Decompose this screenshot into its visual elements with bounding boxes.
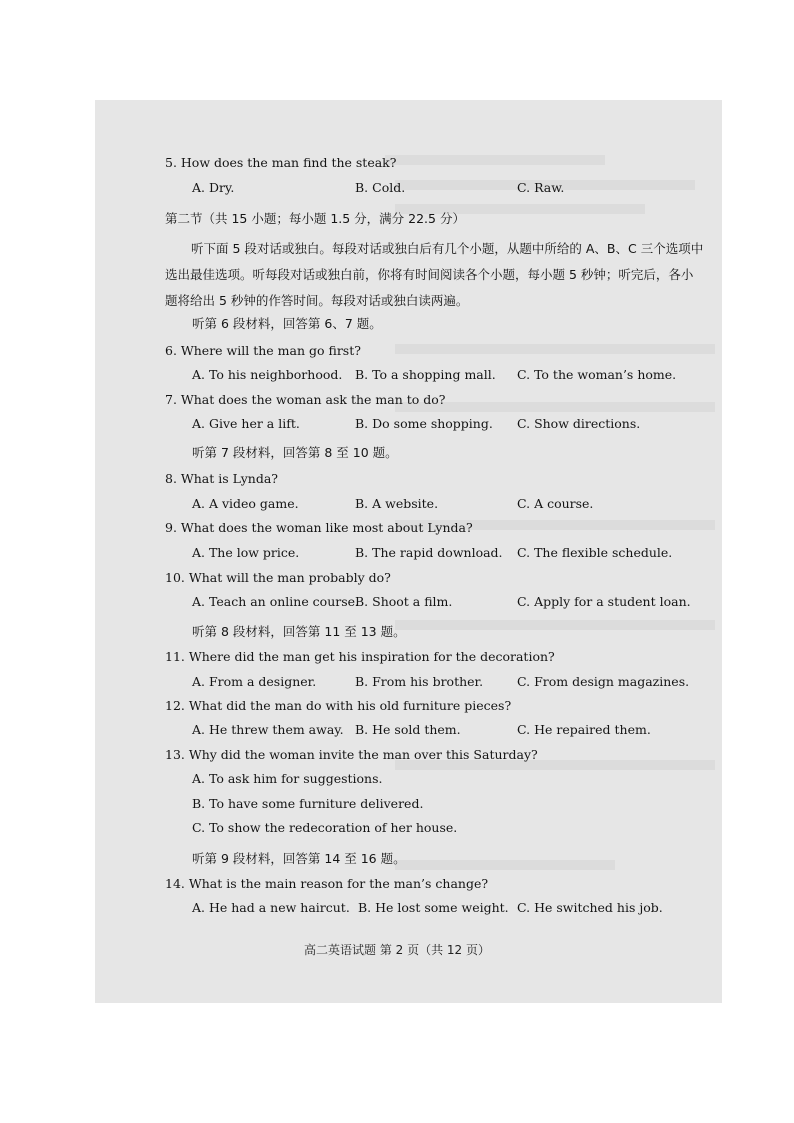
option-8b: B. A website. (355, 496, 439, 511)
option-6a: A. To his neighborhood. (192, 367, 343, 382)
question-10: 10. What will the man probably do? (165, 570, 391, 585)
bleed-through-line (395, 860, 615, 870)
option-14b: B. He lost some weight. (358, 900, 509, 915)
material-8-intro: 听第 8 段材料，回答第 11 至 13 题。 (192, 624, 406, 639)
question-9: 9. What does the woman like most about Lynda? (165, 520, 473, 535)
option-6b: B. To a shopping mall. (355, 367, 496, 382)
option-9b: B. The rapid download. (355, 545, 503, 560)
option-12b: B. He sold them. (355, 722, 461, 737)
option-5b: B. Cold. (355, 180, 406, 195)
option-13b: B. To have some furniture delivered. (192, 796, 424, 811)
option-5c: C. Raw. (517, 180, 565, 195)
option-10a: A. Teach an online course. (192, 594, 360, 609)
option-12a: A. He threw them away. (192, 722, 344, 737)
option-12c: C. He repaired them. (517, 722, 651, 737)
option-11b: B. From his brother. (355, 674, 484, 689)
section-title: 第二节（共 15 小题；每小题 1.5 分，满分 22.5 分） (165, 211, 465, 226)
option-10b: B. Shoot a film. (355, 594, 453, 609)
option-7a: A. Give her a lift. (192, 416, 300, 431)
option-8a: A. A video game. (192, 496, 299, 511)
option-14a: A. He had a new haircut. (192, 900, 350, 915)
option-10c: C. Apply for a student loan. (517, 594, 691, 609)
option-13c: C. To show the redecoration of her house. (192, 820, 458, 835)
material-9-intro: 听第 9 段材料，回答第 14 至 16 题。 (192, 851, 406, 866)
section-instruction: 听下面 5 段对话或独白。每段对话或独白后有几个小题，从题中所给的 A、B、C 三个选项中选出最佳选项。听每段对话或独白前，你将有时间阅读各个小题，每小题 5 秒钟；听完后，各小题将给出 5 秒钟的作答时间。每段对话或独白读两遍。 (165, 241, 704, 308)
option-13a: A. To ask him for suggestions. (192, 771, 383, 786)
option-5a: A. Dry. (192, 180, 235, 195)
bleed-through-line (395, 620, 715, 630)
question-8: 8. What is Lynda? (165, 471, 278, 486)
question-14: 14. What is the main reason for the man’s change? (165, 876, 489, 891)
option-8c: C. A course. (517, 496, 594, 511)
material-7-intro: 听第 7 段材料，回答第 8 至 10 题。 (192, 445, 398, 460)
question-6: 6. Where will the man go first? (165, 343, 361, 358)
bleed-through-line (395, 344, 715, 354)
page-footer: 高二英语试题 第 2 页（共 12 页） (304, 943, 490, 957)
option-11a: A. From a designer. (192, 674, 317, 689)
option-9c: C. The flexible schedule. (517, 545, 673, 560)
material-6-intro: 听第 6 段材料，回答第 6、7 题。 (192, 316, 382, 331)
bleed-through-line (385, 155, 605, 165)
question-7: 7. What does the woman ask the man to do? (165, 392, 446, 407)
option-7c: C. Show directions. (517, 416, 641, 431)
option-7b: B. Do some shopping. (355, 416, 493, 431)
question-5: 5. How does the man find the steak? (165, 155, 397, 170)
option-6c: C. To the woman’s home. (517, 367, 677, 382)
question-12: 12. What did the man do with his old furniture pieces? (165, 698, 512, 713)
option-11c: C. From design magazines. (517, 674, 690, 689)
question-11: 11. Where did the man get his inspiration for the decoration? (165, 649, 555, 664)
option-14c: C. He switched his job. (517, 900, 663, 915)
question-13: 13. Why did the woman invite the man over this Saturday? (165, 747, 538, 762)
option-9a: A. The low price. (192, 545, 300, 560)
